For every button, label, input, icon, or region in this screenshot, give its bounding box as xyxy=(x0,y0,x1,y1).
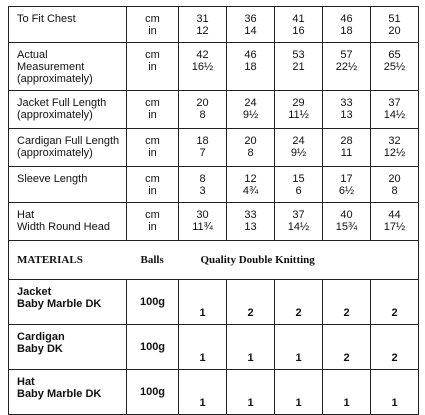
unit-cell xyxy=(127,43,179,91)
value-in: 4¾ xyxy=(242,185,259,197)
ball-quantity: 2 xyxy=(275,280,323,325)
yarn-row-cardigan xyxy=(9,325,419,370)
row-label-line: Sleeve Length xyxy=(17,173,88,185)
ball-quantity: 2 xyxy=(371,325,419,370)
row-label xyxy=(9,91,127,129)
yarn-row-hat xyxy=(9,370,419,415)
value-in: 15¾ xyxy=(335,221,358,233)
value-cm: 24 xyxy=(244,97,257,109)
value-cm: 41 xyxy=(292,13,305,25)
value-cm: 32 xyxy=(388,135,401,147)
value-cm: 8 xyxy=(199,173,206,185)
ball-quantity: 2 xyxy=(323,325,371,370)
value-in: 20 xyxy=(388,25,401,37)
row-label-line: Actual xyxy=(17,49,48,61)
row-label xyxy=(9,203,127,241)
value-cm: 30 xyxy=(196,209,209,221)
row-label-line: Jacket Full Length xyxy=(17,97,107,109)
unit-label: cm xyxy=(145,173,160,185)
yarn-name-line: Jacket xyxy=(17,286,52,298)
value-cm: 20 xyxy=(196,97,209,109)
ball-quantity: 1 xyxy=(323,370,371,415)
yarn-name-line: Baby Marble DK xyxy=(17,298,102,310)
row-label xyxy=(9,7,127,43)
size-value-cell xyxy=(227,91,275,129)
ball-quantity: 1 xyxy=(275,370,323,415)
value-cm: 37 xyxy=(388,97,401,109)
value-cm: 18 xyxy=(196,135,209,147)
value-cm: 20 xyxy=(388,173,401,185)
unit-label: in xyxy=(148,221,157,233)
value-in: 11 xyxy=(340,147,353,159)
row-label-line: Width Round Head xyxy=(17,221,110,233)
value-in: 12½ xyxy=(383,147,406,159)
unit-label: in xyxy=(148,61,157,73)
size-value-cell xyxy=(179,167,227,203)
value-in: 11½ xyxy=(288,109,309,121)
materials-title: MATERIALS xyxy=(9,241,127,280)
row-label-line: To Fit Chest xyxy=(17,13,76,25)
size-value-cell xyxy=(371,167,419,203)
ball-quantity: 2 xyxy=(323,280,371,325)
ball-quantity: 2 xyxy=(227,280,275,325)
size-value-cell xyxy=(275,129,323,167)
value-cm: 33 xyxy=(244,209,257,221)
row-label-line: Measurement xyxy=(17,61,85,73)
value-cm: 46 xyxy=(244,49,257,61)
unit-label: in xyxy=(148,25,157,37)
size-value-cell xyxy=(179,129,227,167)
size-value-cell xyxy=(275,91,323,129)
size-value-cell xyxy=(179,91,227,129)
row-label xyxy=(9,167,127,203)
value-in: 18 xyxy=(244,61,257,73)
row-sleeve-length xyxy=(9,167,419,203)
unit-label: in xyxy=(148,109,157,121)
size-value-cell xyxy=(371,203,419,241)
row-hat-width-round-head xyxy=(9,203,419,241)
unit-label: cm xyxy=(145,97,160,109)
row-label-line: Cardigan Full Length xyxy=(17,135,120,147)
ball-weight: 100g xyxy=(127,325,179,370)
row-cardigan-full-length xyxy=(9,129,419,167)
row-label-line: Hat xyxy=(17,209,35,221)
yarn-quality-header: Quality Double Knitting xyxy=(179,241,419,280)
value-in: 18 xyxy=(340,25,353,37)
ball-quantity: 2 xyxy=(371,280,419,325)
ball-quantity: 1 xyxy=(227,370,275,415)
ball-weight: 100g xyxy=(127,370,179,415)
value-cm: 44 xyxy=(388,209,401,221)
ball-quantity: 1 xyxy=(179,325,227,370)
value-in: 6½ xyxy=(338,185,355,197)
value-cm: 37 xyxy=(292,209,305,221)
row-jacket-full-length xyxy=(9,91,419,129)
size-value-cell xyxy=(227,129,275,167)
yarn-name xyxy=(9,370,127,415)
unit-cell xyxy=(127,7,179,43)
ball-quantity: 1 xyxy=(275,325,323,370)
value-cm: 42 xyxy=(196,49,209,61)
size-value-cell xyxy=(275,43,323,91)
yarn-name-line: Baby Marble DK xyxy=(17,388,102,400)
value-in: 17½ xyxy=(383,221,406,233)
value-in: 13 xyxy=(244,221,257,233)
row-to-fit-chest xyxy=(9,7,419,43)
value-in: 21 xyxy=(292,61,305,73)
value-in: 16½ xyxy=(191,61,214,73)
value-cm: 33 xyxy=(340,97,353,109)
size-value-cell xyxy=(179,203,227,241)
unit-cell xyxy=(127,91,179,129)
value-in: 11¾ xyxy=(192,221,213,233)
size-value-cell xyxy=(227,43,275,91)
value-in: 9½ xyxy=(242,109,259,121)
size-value-cell xyxy=(275,167,323,203)
value-cm: 51 xyxy=(388,13,401,25)
unit-cell xyxy=(127,203,179,241)
row-label xyxy=(9,43,127,91)
unit-label: in xyxy=(148,185,157,197)
row-actual-measurement xyxy=(9,43,419,91)
yarn-row-jacket xyxy=(9,280,419,325)
value-in: 14 xyxy=(244,25,257,37)
unit-label: cm xyxy=(145,209,160,221)
unit-cell xyxy=(127,167,179,203)
yarn-name-line: Cardigan xyxy=(17,331,65,343)
size-value-cell xyxy=(227,167,275,203)
unit-cell xyxy=(127,129,179,167)
size-value-cell xyxy=(323,7,371,43)
unit-label: in xyxy=(148,147,157,159)
value-cm: 15 xyxy=(292,173,305,185)
value-in: 25½ xyxy=(383,61,406,73)
value-cm: 46 xyxy=(340,13,353,25)
value-in: 22½ xyxy=(335,61,358,73)
value-cm: 28 xyxy=(340,135,353,147)
value-in: 9½ xyxy=(290,147,307,159)
size-value-cell xyxy=(323,167,371,203)
value-in: 8 xyxy=(247,147,254,159)
yarn-requirements xyxy=(9,280,419,415)
row-label xyxy=(9,129,127,167)
ball-quantity: 1 xyxy=(179,280,227,325)
value-in: 13 xyxy=(340,109,353,121)
size-value-cell xyxy=(323,91,371,129)
value-cm: 53 xyxy=(292,49,305,61)
value-cm: 57 xyxy=(340,49,353,61)
value-in: 6 xyxy=(295,185,302,197)
value-cm: 40 xyxy=(340,209,353,221)
size-value-cell xyxy=(275,7,323,43)
yarn-name-line: Hat xyxy=(17,376,35,388)
size-value-cell xyxy=(323,43,371,91)
value-cm: 29 xyxy=(292,97,305,109)
value-cm: 31 xyxy=(196,13,209,25)
ball-quantity: 1 xyxy=(179,370,227,415)
value-cm: 36 xyxy=(244,13,257,25)
value-in: 14½ xyxy=(287,221,310,233)
row-label-line: (approximately) xyxy=(17,147,93,159)
size-value-cell xyxy=(179,43,227,91)
balls-header: Balls xyxy=(127,241,179,280)
ball-weight: 100g xyxy=(127,280,179,325)
value-in: 14½ xyxy=(383,109,406,121)
measurements-section xyxy=(9,7,419,241)
size-value-cell xyxy=(371,91,419,129)
size-value-cell xyxy=(227,203,275,241)
unit-label: cm xyxy=(145,49,160,61)
value-cm: 24 xyxy=(292,135,305,147)
materials-section xyxy=(9,241,419,280)
value-in: 3 xyxy=(199,185,206,197)
materials-header-row xyxy=(9,241,419,280)
value-in: 8 xyxy=(199,109,206,121)
value-cm: 65 xyxy=(388,49,401,61)
yarn-name xyxy=(9,325,127,370)
size-value-cell xyxy=(275,203,323,241)
value-in: 8 xyxy=(391,185,398,197)
ball-quantity: 1 xyxy=(371,370,419,415)
size-value-cell xyxy=(371,7,419,43)
size-value-cell xyxy=(323,203,371,241)
unit-label: cm xyxy=(145,135,160,147)
size-value-cell xyxy=(227,7,275,43)
size-value-cell xyxy=(371,129,419,167)
yarn-name-line: Baby DK xyxy=(17,343,63,355)
size-value-cell xyxy=(179,7,227,43)
value-cm: 20 xyxy=(244,135,257,147)
value-in: 16 xyxy=(292,25,305,37)
ball-quantity: 1 xyxy=(227,325,275,370)
unit-label: cm xyxy=(145,13,160,25)
row-label-line: (approximately) xyxy=(17,73,93,85)
size-value-cell xyxy=(323,129,371,167)
value-in: 7 xyxy=(199,147,206,159)
value-cm: 17 xyxy=(340,173,353,185)
value-in: 12 xyxy=(196,25,209,37)
value-cm: 12 xyxy=(244,173,257,185)
yarn-name xyxy=(9,280,127,325)
row-label-line: (approximately) xyxy=(17,109,93,121)
size-value-cell xyxy=(371,43,419,91)
sizes-materials-table xyxy=(8,6,419,415)
